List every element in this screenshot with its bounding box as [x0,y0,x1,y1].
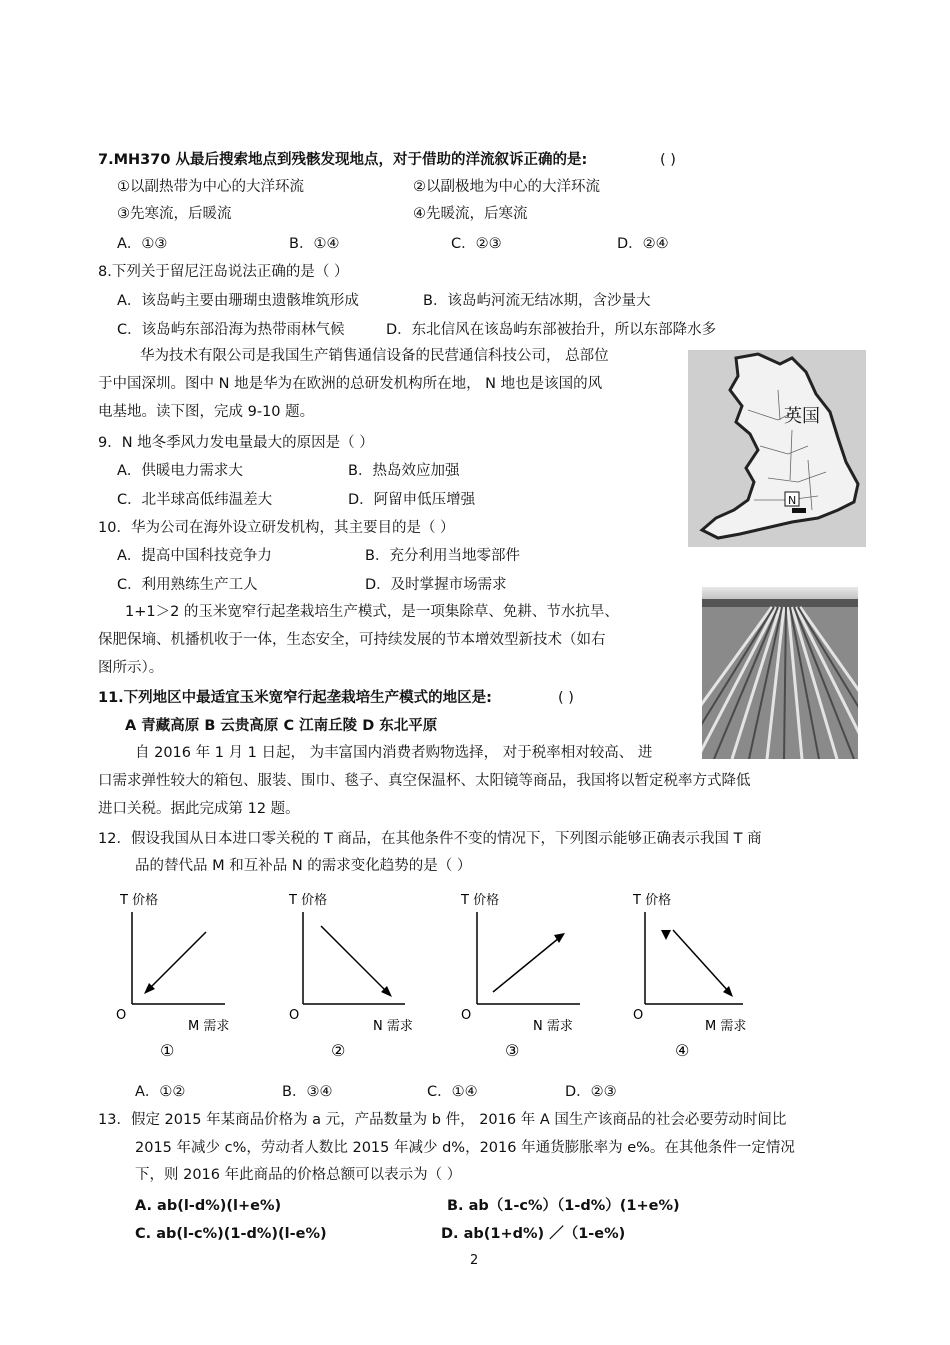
graph-1-origin: O [116,1008,127,1023]
q7-statement-2: ②以副极地为中心的大洋环流 [413,179,600,195]
graph-3-x-axis-label: N 需求 [533,1019,573,1034]
q9-option-c: C．北半球高低纬温差大 [117,492,273,508]
corn-field-photo [702,587,858,759]
q13-stem-line-3: 下，则 2016 年此商品的价格总额可以表示为（ ） [135,1167,462,1183]
graph-1 [110,888,260,1068]
graph-2 [283,888,433,1068]
q7-option-a: A．①③ [117,236,168,252]
tax-passage-line-3: 进口关税。据此完成第 12 题。 [98,801,300,817]
q11-options: A 青藏高原 B 云贵高原 C 江南丘陵 D 东北平原 [125,718,438,734]
uk-map-n-marker: N [788,494,797,507]
corn-passage-line-1: 1+1＞2 的玉米宽窄行起垄栽培生产模式，是一项集除草、免耕、节水抗旱、 [125,604,619,620]
q7-statement-3: ③先寒流，后暖流 [117,206,232,222]
q11-answer-paren: ( ) [558,690,574,706]
huawei-passage-line-2: 于中国深圳。图中 N 地是华为在欧洲的总研发机构所在地， N 地也是该国的风 [98,376,603,392]
huawei-passage-line-3: 电基地。读下图，完成 9-10 题。 [98,404,315,420]
q7-stem: 7.MH370 从最后搜索地点到残骸发现地点，对于借助的洋流叙诉正确的是: [98,152,588,168]
graph-3-y-axis-label: T 价格 [461,893,500,908]
q13-option-c: C. ab(l-c%)(1-d%)(l-e%) [135,1226,327,1242]
graph-4-number: ④ [675,1041,690,1060]
q7-statement-4: ④先暖流，后寒流 [413,206,528,222]
q9-option-d: D．阿留申低压增强 [348,492,476,508]
q12-option-a: A．①② [135,1084,186,1100]
graph-3-number: ③ [505,1041,520,1060]
graph-4-x-axis-label: M 需求 [705,1019,747,1034]
q13-stem-line-1: 13．假定 2015 年某商品价格为 a 元，产品数量为 b 件， 2016 年 A 国生产该商品的社会必要劳动时间比 [98,1112,787,1128]
graph-2-number: ② [331,1041,346,1060]
q12-stem-line-2: 品的替代品 M 和互补品 N 的需求变化趋势的是（ ） [135,858,472,874]
q11-stem: 11.下列地区中最适宜玉米宽窄行起垄栽培生产模式的地区是: [98,690,492,706]
q8-option-c: C．该岛屿东部沿海为热带雨林气候 [117,322,345,338]
graph-2-x-axis-label: N 需求 [373,1019,413,1034]
q8-option-b: B．该岛屿河流无结冰期，含沙量大 [423,293,651,309]
q13-option-b: B. ab（1-c%）（1-d%）(1+e%) [447,1198,680,1214]
corn-passage-line-2: 保肥保墒、机播机收于一体，生态安全，可持续发展的节本增效型新技术（如右 [98,632,606,648]
q10-stem: 10．华为公司在海外设立研发机构，其主要目的是（ ） [98,520,455,536]
graph-4-origin: O [633,1008,644,1023]
graph-2-origin: O [289,1008,300,1023]
uk-map-image [688,350,866,547]
q7-statement-1: ①以副热带为中心的大洋环流 [117,179,304,195]
graph-4-y-axis-label: T 价格 [633,893,672,908]
q8-option-a: A．该岛屿主要由珊瑚虫遗骸堆筑形成 [117,293,359,309]
q9-stem: 9．N 地冬季风力发电量最大的原因是（ ） [98,435,374,451]
q10-option-d: D．及时掌握市场需求 [365,577,507,593]
graph-3-origin: O [461,1008,472,1023]
graph-4 [625,888,775,1068]
q12-stem-line-1: 12．假设我国从日本进口零关税的 T 商品，在其他条件不变的情况下，下列图示能够正确表示我国 T 商 [98,831,762,847]
q13-option-d: D. ab(1+d%) ／（1-e%) [441,1226,626,1242]
q10-option-c: C．利用熟练生产工人 [117,577,258,593]
graph-1-x-axis-label: M 需求 [188,1019,230,1034]
huawei-passage-line-1: 华为技术有限公司是我国生产销售通信设备的民营通信科技公司， 总部位 [140,348,609,364]
page-number: 2 [470,1253,479,1268]
q7-answer-paren: ( ) [660,152,676,168]
q10-option-b: B．充分利用当地零部件 [365,548,520,564]
q9-option-a: A．供暖电力需求大 [117,463,243,479]
q12-option-d: D．②③ [565,1084,617,1100]
q12-option-b: B．③④ [282,1084,333,1100]
tax-passage-line-2: 口需求弹性较大的箱包、服装、围巾、毯子、真空保温杯、太阳镜等商品，我国将以暂定税率方式降低 [98,773,751,789]
graph-2-y-axis-label: T 价格 [289,893,328,908]
q8-stem: 8.下列关于留尼汪岛说法正确的是（ ） [98,264,349,280]
q9-option-b: B．热岛效应加强 [348,463,460,479]
q13-stem-line-2: 2015 年减少 c%，劳动者人数比 2015 年减少 d%，2016 年通货膨胀率为 e%。在其他条件一定情况 [135,1140,795,1156]
corn-passage-line-3: 图所示）。 [98,660,164,676]
q7-option-c: C．②③ [451,236,502,252]
graph-1-number: ① [160,1041,175,1060]
graph-3 [455,888,605,1068]
q7-option-b: B．①④ [289,236,340,252]
q10-option-a: A．提高中国科技竞争力 [117,548,272,564]
uk-map-label: 英国 [784,406,820,427]
graph-1-y-axis-label: T 价格 [120,893,159,908]
tax-passage-line-1: 自 2016 年 1 月 1 日起， 为丰富国内消费者购物选择， 对于税率相对较高、 进 [135,745,653,761]
q13-option-a: A. ab(l-d%)(l+e%) [135,1198,282,1214]
q8-option-d: D．东北信风在该岛屿东部被抬升，所以东部降水多 [386,322,717,338]
q12-option-c: C．①④ [427,1084,478,1100]
q7-option-d: D．②④ [617,236,669,252]
